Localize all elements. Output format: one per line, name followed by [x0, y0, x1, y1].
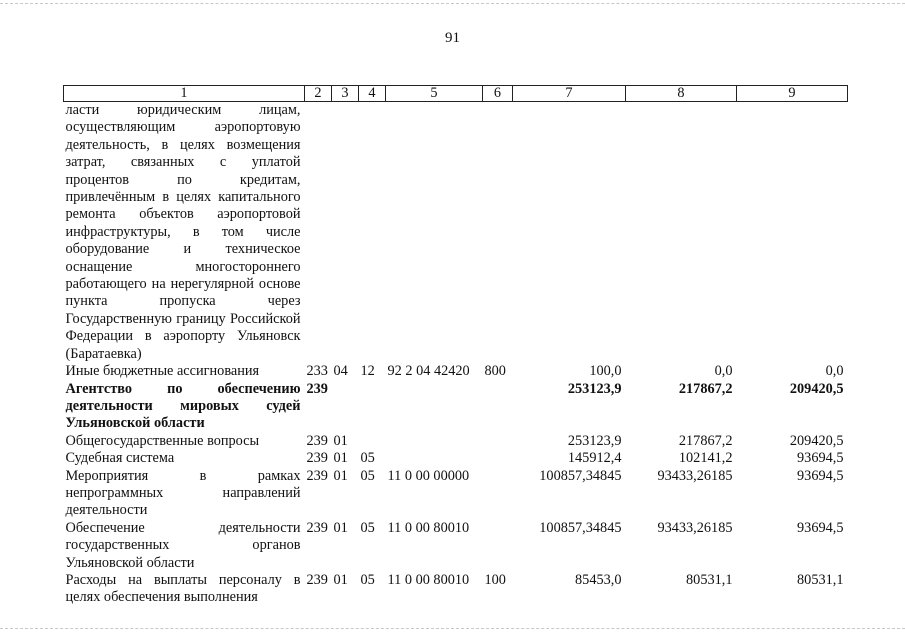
cell-target-article: 92 2 04 42420: [387, 363, 470, 380]
cell-amount-col8: 80531,1: [686, 571, 733, 588]
column-header: 2: [305, 86, 332, 102]
row-description: ласти юридическим лицам, осуществляющим аэропортовую деятельность, в целях возмещения затрат, связанных с уплатой процентов по кредитам, привлечённым в целях капитального ремонта объектов аэропортовой инфраструктуры, в том числе оборудование и техническое оснащение многостороннего работающего на нерегулярной основе пункта пропуска через Государственную границу Российской Федерации в аэропорту Ульяновск (Баратаевка): [65, 102, 301, 362]
cell-target-article: 11 0 00 00000: [387, 467, 470, 484]
cell-amount-col8: 93433,26185: [657, 519, 733, 536]
cell-amount-col8: 93433,26185: [657, 467, 733, 484]
cell-amount-col9: 93694,5: [797, 467, 844, 484]
row-description: Обеспечение деятельности государственных органов Ульяновской области: [65, 519, 301, 571]
cell-amount-col9: 0,0: [825, 363, 844, 380]
cell-amount-col8: 217867,2: [678, 432, 733, 449]
table-row: [64, 102, 848, 364]
cell-section-code: 01: [333, 450, 348, 467]
cell-expense-type: [483, 433, 513, 450]
cell-amount-col7: 85453,0: [575, 571, 622, 588]
cell-subsection-code: [359, 102, 386, 364]
cell-target-article: 11 0 00 80010: [387, 519, 470, 536]
budget-table: [63, 85, 848, 607]
cell-expense-type: [483, 381, 513, 433]
cell-section-code: 04: [333, 363, 348, 380]
row-description: Расходы на выплаты персоналу в целях обеспечения выполнения: [65, 571, 301, 606]
cell-amount-col8: 217867,2: [678, 380, 733, 397]
column-header: 7: [513, 86, 626, 102]
table-row: [64, 363, 848, 380]
cell-section-code: 01: [333, 432, 348, 449]
column-header: 9: [737, 86, 848, 102]
cell-ministry-code: 239: [306, 467, 328, 484]
cell-amount-col7: 253123,9: [567, 432, 622, 449]
bottom-page-edge: [0, 628, 905, 629]
table-row: [64, 381, 848, 433]
cell-ministry-code: 233: [306, 363, 328, 380]
cell-amount-col8: 0,0: [714, 363, 733, 380]
cell-section-code: [332, 381, 359, 433]
cell-subsection-code: 05: [360, 519, 375, 536]
table-row: [64, 572, 848, 607]
cell-target-article: [386, 433, 483, 450]
cell-subsection-code: 05: [360, 571, 375, 588]
cell-amount-col9: 209420,5: [789, 380, 844, 397]
cell-section-code: 01: [333, 571, 348, 588]
cell-ministry-code: 239: [306, 380, 328, 397]
cell-subsection-code: 12: [360, 363, 375, 380]
cell-ministry-code: [305, 102, 332, 364]
cell-amount-col7: 145912,4: [567, 450, 622, 467]
cell-amount-col8: 102141,2: [678, 450, 733, 467]
cell-amount-col9: 209420,5: [789, 432, 844, 449]
cell-ministry-code: 239: [306, 519, 328, 536]
cell-amount-col9: 93694,5: [797, 450, 844, 467]
cell-ministry-code: 239: [306, 571, 328, 588]
table-row: [64, 468, 848, 520]
cell-expense-type: [483, 520, 513, 572]
cell-section-code: 01: [333, 467, 348, 484]
cell-expense-type: [483, 102, 513, 364]
table-row: [64, 433, 848, 450]
cell-amount-col9: [737, 102, 848, 364]
cell-amount-col9: 80531,1: [797, 571, 844, 588]
cell-amount-col9: 93694,5: [797, 519, 844, 536]
row-description: Общегосударственные вопросы: [65, 432, 260, 449]
top-page-edge: [0, 3, 905, 4]
column-header: 1: [64, 86, 305, 102]
column-header: 3: [332, 86, 359, 102]
cell-subsection-code: 05: [360, 467, 375, 484]
cell-subsection-code: [359, 381, 386, 433]
cell-amount-col7: 100857,34845: [539, 519, 622, 536]
row-description: Агентство по обеспечению деятельности мировых судей Ульяновской области: [65, 380, 301, 432]
column-header: 8: [626, 86, 737, 102]
cell-subsection-code: [359, 433, 386, 450]
cell-target-article: [386, 450, 483, 467]
cell-amount-col7: 253123,9: [567, 380, 622, 397]
cell-target-article: [386, 102, 483, 364]
column-header: 6: [483, 86, 513, 102]
page-number: 91: [445, 30, 460, 46]
cell-amount-col7: 100,0: [589, 363, 622, 380]
cell-ministry-code: 239: [306, 432, 328, 449]
cell-target-article: 11 0 00 80010: [387, 571, 470, 588]
table-row: [64, 450, 848, 467]
cell-section-code: 01: [333, 519, 348, 536]
cell-amount-col7: [513, 102, 626, 364]
column-header: 5: [386, 86, 483, 102]
cell-expense-type: 800: [484, 363, 506, 380]
cell-expense-type: [483, 468, 513, 520]
cell-expense-type: [483, 450, 513, 467]
row-description: Судебная система: [65, 450, 175, 467]
cell-target-article: [386, 381, 483, 433]
column-number-header-row: [64, 86, 848, 102]
cell-section-code: [332, 102, 359, 364]
row-description: Мероприятия в рамках непрограммных направлений деятельности: [65, 467, 301, 519]
cell-amount-col8: [626, 102, 737, 364]
cell-subsection-code: 05: [360, 450, 375, 467]
table-row: [64, 520, 848, 572]
column-header: 4: [359, 86, 386, 102]
row-description: Иные бюджетные ассигнования: [65, 363, 260, 380]
cell-ministry-code: 239: [306, 450, 328, 467]
cell-amount-col7: 100857,34845: [539, 467, 622, 484]
cell-expense-type: 100: [484, 571, 506, 588]
